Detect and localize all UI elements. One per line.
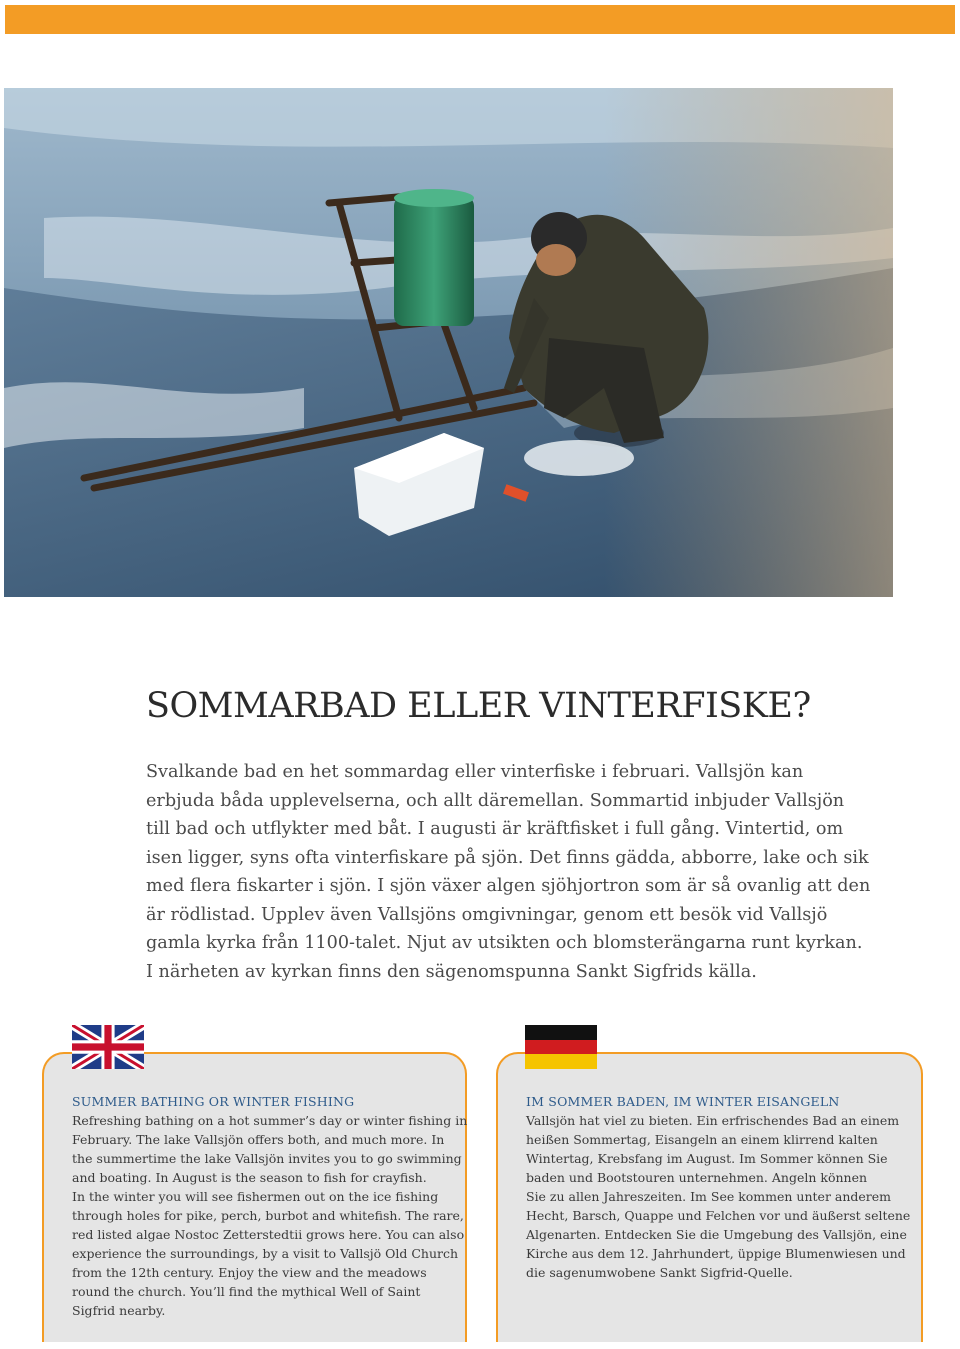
- germany-flag-icon: [525, 1025, 597, 1069]
- german-line: Kirche aus dem 12. Jahrhundert, üppige Blumenwiesen und: [526, 1246, 906, 1261]
- english-line: red listed algae Nostoc Zetterstedtii grows here. You can also: [72, 1227, 465, 1242]
- body-line: med flera fiskarter i sjön. I sjön växer algen sjöhjortron som är så ovanlig att den: [146, 876, 871, 896]
- body-line: I närheten av kyrkan finns den sägenomspunna Sankt Sigfrids källa.: [146, 961, 757, 982]
- english-line: from the 12th century. Enjoy the view and the meadows: [72, 1265, 427, 1280]
- german-summary-card: [496, 1052, 923, 1342]
- english-heading: SUMMER BATHING OR WINTER FISHING: [72, 1094, 355, 1109]
- german-line: die sagenumwobene Sankt Sigfrid-Quelle.: [526, 1265, 793, 1280]
- english-summary-card: [42, 1052, 467, 1342]
- english-line: round the church. You’ll find the mythical Well of Saint: [72, 1284, 421, 1299]
- uk-flag-icon: [72, 1025, 144, 1069]
- body-line: gamla kyrka från 1100-talet. Njut av utsikten och blomsterängarna runt kyrkan.: [146, 933, 863, 953]
- english-line: experience the surroundings, by a visit to Vallsjö Old Church: [72, 1246, 459, 1261]
- swedish-body-text: [146, 758, 871, 986]
- german-line: Vallsjön hat viel zu bieten. Ein erfrischendes Bad an einem: [526, 1113, 900, 1128]
- german-line: Hecht, Barsch, Quappe und Felchen vor und äußerst seltene: [526, 1208, 911, 1223]
- english-line: February. The lake Vallsjön offers both, and much more. In: [72, 1132, 445, 1147]
- body-line: till bad och utflykter med båt. I augusti är kräftfisket i full gång. Vintertid, om: [146, 819, 844, 839]
- german-line: Wintertag, Krebsfang im August. Im Sommer können Sie: [526, 1151, 888, 1166]
- body-line: Svalkande bad en het sommardag eller vinterfiske i februari. Vallsjön kan: [146, 762, 804, 782]
- body-line: är rödlistad. Upplev även Vallsjöns omgivningar, genom ett besök vid Vallsjö: [146, 904, 828, 925]
- english-line: Refreshing bathing on a hot summer’s day or winter fishing in: [72, 1113, 468, 1128]
- body-line: isen ligger, syns ofta vinterfiskare på sjön. Det finns gädda, abborre, lake och sik: [146, 847, 869, 868]
- english-line: through holes for pike, perch, burbot and whitefish. The rare,: [72, 1208, 464, 1223]
- english-line: In the winter you will see fishermen out on the ice fishing: [72, 1189, 439, 1204]
- german-line: baden und Bootstouren unternehmen. Angeln können: [526, 1170, 868, 1185]
- german-line: Sie zu allen Jahreszeiten. Im See kommen unter anderem: [526, 1189, 892, 1204]
- top-accent-bar: [5, 5, 955, 34]
- german-line: heißen Sommertag, Eisangeln an einem klirrend kalten: [526, 1132, 878, 1147]
- body-line: erbjuda båda upplevelserna, och allt däremellan. Sommartid inbjuder Vallsjön: [146, 790, 845, 811]
- german-line: Algenarten. Entdecken Sie die Umgebung des Vallsjön, eine: [526, 1227, 907, 1242]
- photo-ice-fisherman: [4, 88, 893, 597]
- german-heading: IM SOMMER BADEN, IM WINTER EISANGELN: [526, 1094, 840, 1109]
- english-line: and boating. In August is the season to fish for crayfish.: [72, 1170, 427, 1185]
- english-line: Sigfrid nearby.: [72, 1303, 166, 1318]
- page-title: SOMMARBAD ELLER VINTERFISKE?: [146, 686, 811, 726]
- english-line: the summertime the lake Vallsjön invites you to go swimming: [72, 1151, 462, 1166]
